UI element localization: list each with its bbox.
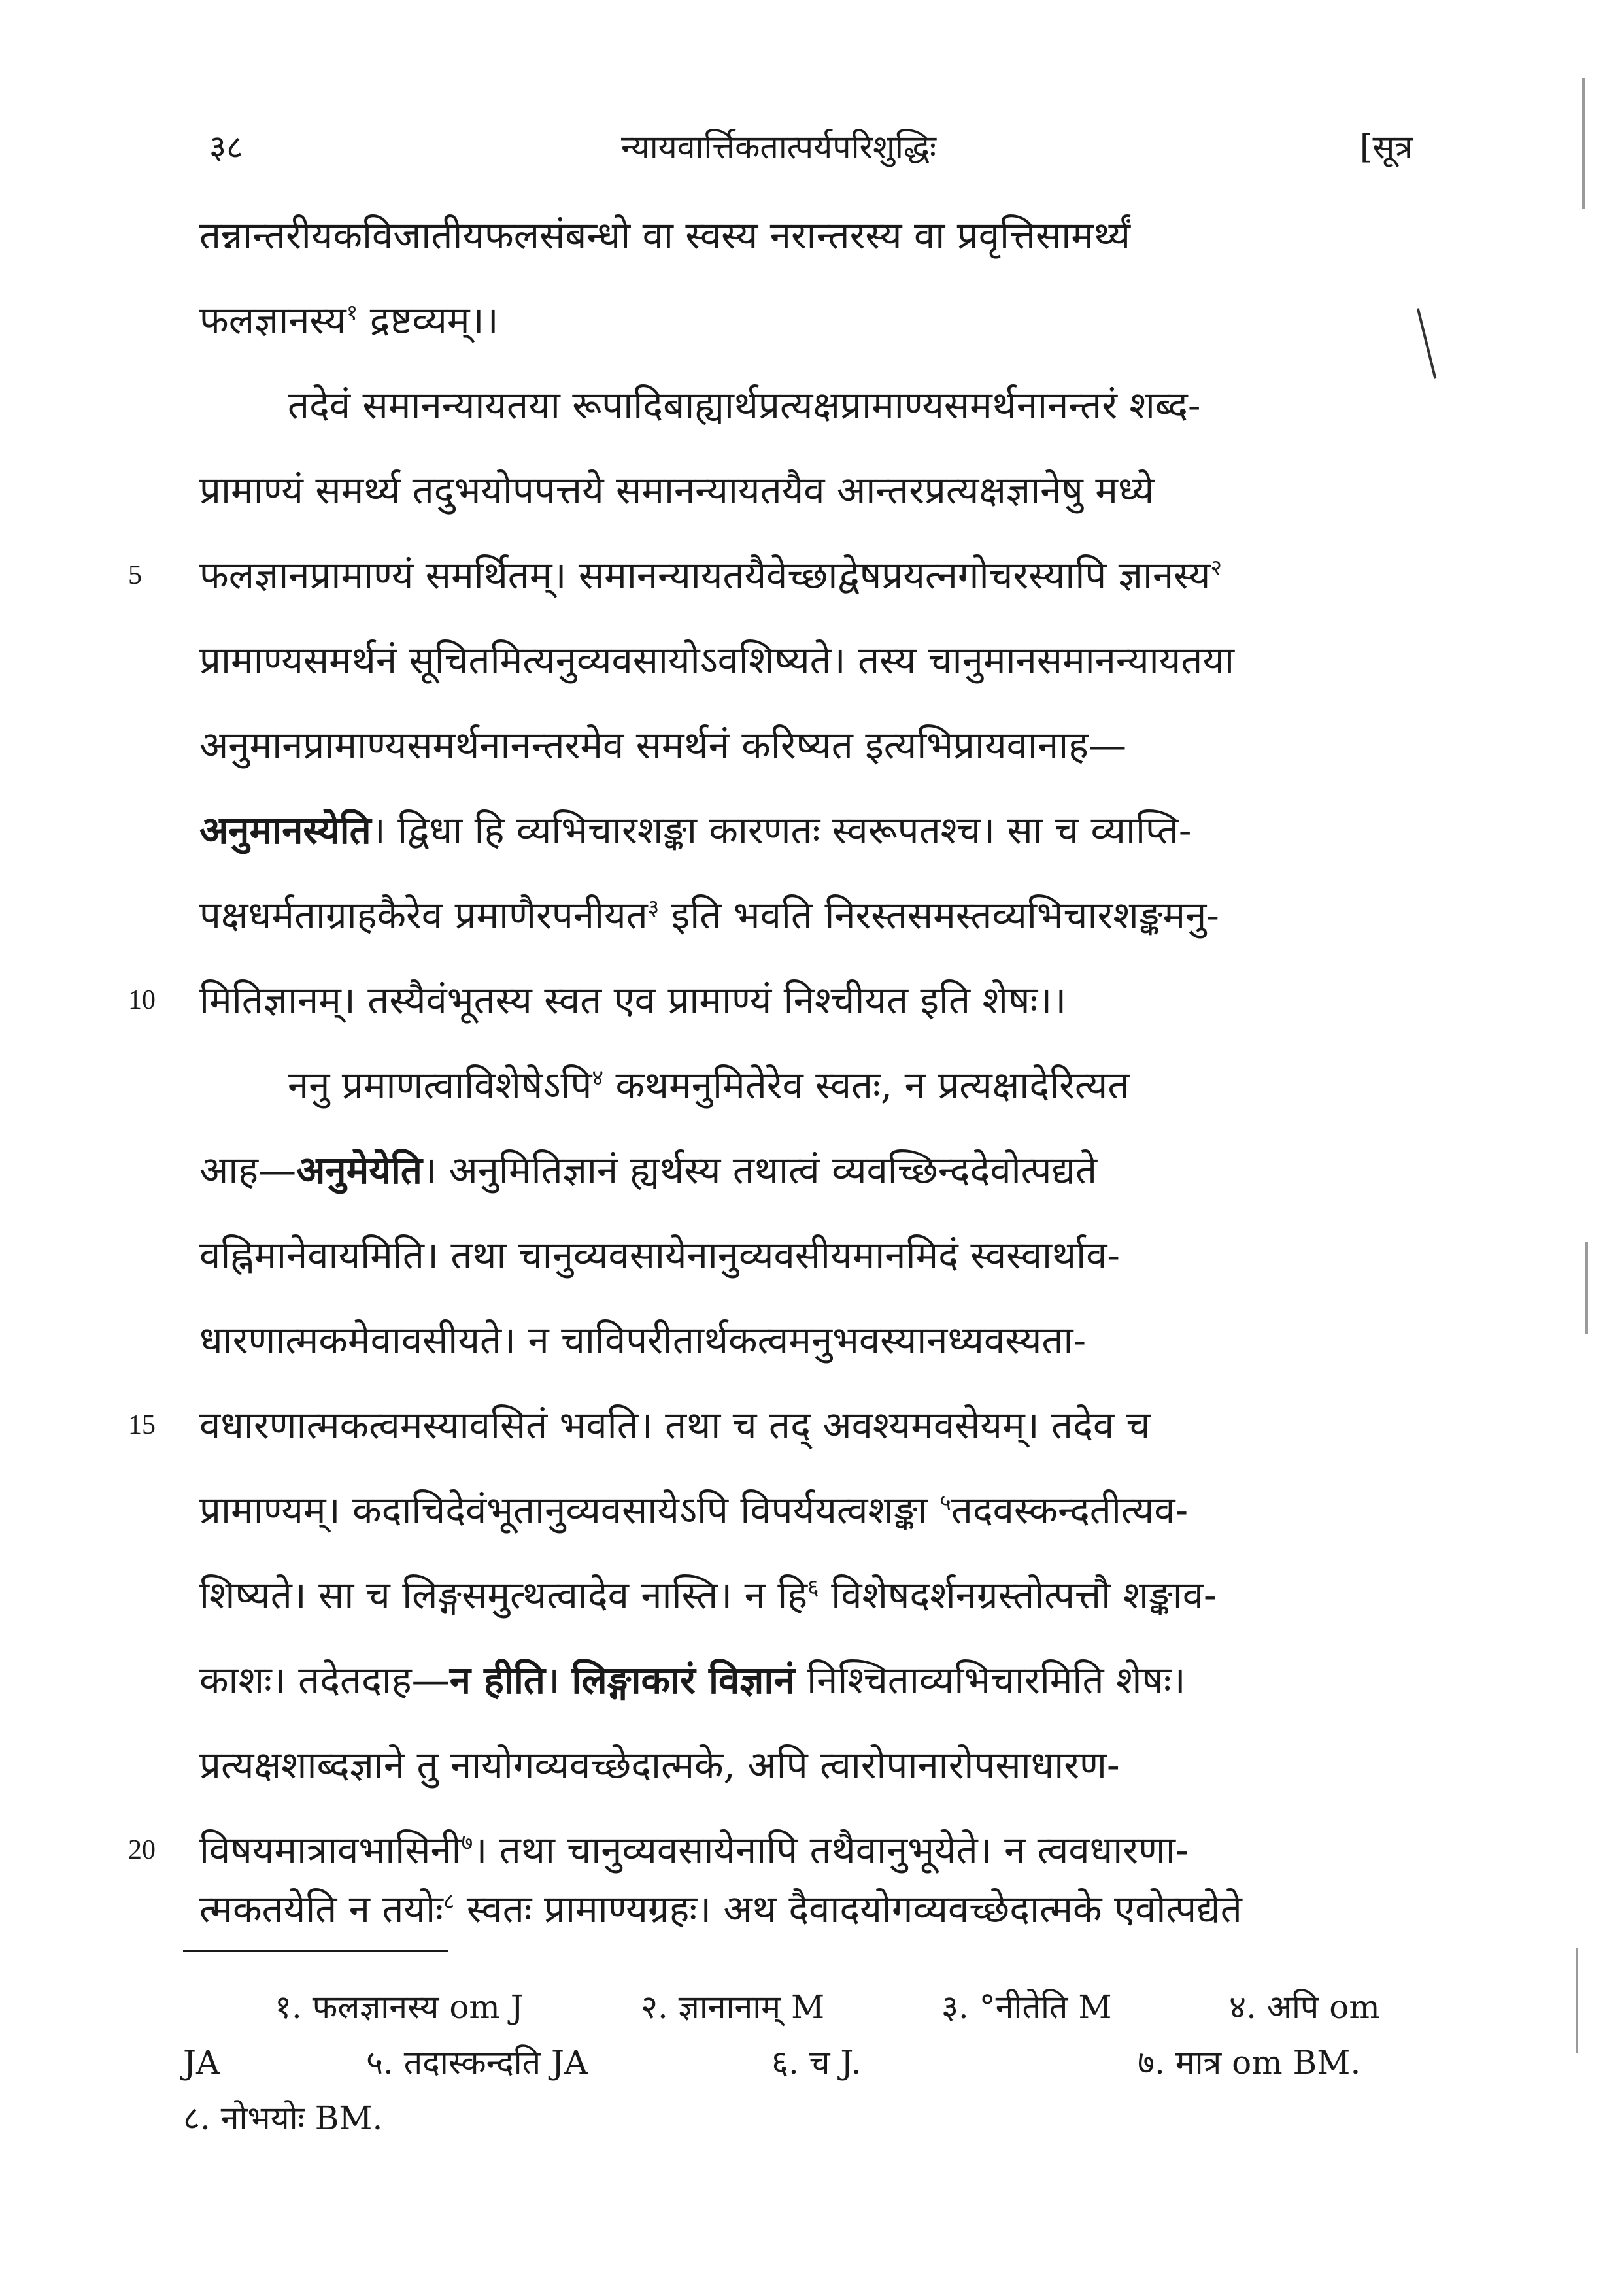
footnote-4-continued: JA: [183, 2044, 220, 2082]
text-segment: आह—: [199, 1148, 297, 1192]
bold-pratika: अनुमानस्येति: [199, 808, 371, 853]
text-segment: काशः। तदेतदाह—: [199, 1658, 450, 1702]
footnote-ref: ८: [443, 1888, 455, 1915]
text-line: [199, 876, 1442, 954]
running-title: न्यायवार्त्तिकतात्पर्यपरिशुद्धिः: [621, 128, 936, 166]
text-line: [199, 621, 1442, 700]
text-line: [199, 1471, 1442, 1549]
text-line: [199, 706, 1442, 785]
text-line: [199, 1726, 1442, 1804]
text-line: [199, 791, 1442, 869]
text-line: [199, 1641, 1442, 1719]
footnote-ref: १: [346, 299, 358, 326]
text-line: [199, 1870, 1442, 1948]
text-line: [199, 961, 1442, 1039]
text-segment: मितिज्ञानम्। तस्यैवंभूतस्य स्वत एव प्रामाण्यं निश्चीयत इति शेषः।।: [199, 978, 1067, 1022]
footnote-2: २. ज्ञानानाम् M: [641, 1988, 825, 2026]
footnote-5: ५. तदास्कन्दति JA: [366, 2044, 588, 2082]
text-segment: धारणात्मकमेवावसीयते। न चाविपरीतार्थकत्वमनुभवस्यानध्यवस्यता-: [199, 1318, 1087, 1362]
text-segment: । अनुमितिज्ञानं ह्यर्थस्य तथात्वं व्यवच्छिन्ददेवोत्पद्यते: [422, 1148, 1098, 1192]
text-segment: ।: [545, 1658, 572, 1702]
footnote-ref: ५: [939, 1489, 951, 1516]
footnote-ref: ३: [647, 894, 660, 921]
text-segment: विशेषदर्शनग्रस्तोत्पत्तौ शङ्काव-: [819, 1573, 1217, 1617]
footnote-ref: ७: [461, 1829, 473, 1856]
text-line: [199, 196, 1442, 275]
footnote-3: ३. °नीतेति M: [941, 1988, 1112, 2026]
bold-pratika: अनुमेयेति: [296, 1148, 422, 1192]
text-segment: इति भवति निरस्तसमस्तव्यभिचारशङ्कमनु-: [659, 893, 1219, 937]
text-line: [199, 1386, 1442, 1464]
text-segment: तदेवं समानन्यायतया रूपादिबाह्यार्थप्रत्यक्षप्रामाण्यसमर्थनानन्तरं शब्द-: [288, 383, 1201, 428]
text-segment: त्मकतयेति न तयोः: [199, 1887, 443, 1931]
text-segment: ननु प्रमाणत्वाविशेषेऽपि: [288, 1063, 592, 1107]
line-number: 5: [128, 560, 142, 590]
page-number: ३८: [209, 128, 243, 166]
text-segment: कथमनुमितेरेव स्वतः, न प्रत्यक्षादेरित्यत: [603, 1063, 1130, 1107]
line-number: 15: [128, 1410, 156, 1440]
text-line: [288, 1046, 1442, 1124]
footnote-rule: [183, 1950, 448, 1952]
text-segment: । द्विधा हि व्यभिचारशङ्का कारणतः स्वरूपतश्च। सा च व्याप्ति-: [371, 808, 1192, 853]
text-segment: प्रामाण्यसमर्थनं सूचितमित्यनुव्यवसायोऽवशिष्यते। तस्य चानुमानसमानन्यायतया: [199, 638, 1234, 683]
text-segment: स्वतः प्रामाण्यग्रहः। अथ दैवादयोगव्यवच्छेदात्मके एवोत्पद्येते: [454, 1887, 1242, 1931]
text-segment: फलज्ञानप्रामाण्यं समर्थितम्। समानन्यायतयैवेच्छाद्वेषप्रयत्नगोचरस्यापि ज्ञानस्य: [199, 553, 1211, 598]
text-segment: वधारणात्मकत्वमस्यावसितं भवति। तथा च तद् अवश्यमवसेयम्। तदेव च: [199, 1403, 1151, 1447]
text-segment: शिष्यते। सा च लिङ्गसमुत्थत्वादेव नास्ति। न हि: [199, 1573, 808, 1617]
text-segment: तन्नान्तरीयकविजातीयफलसंबन्धो वा स्वस्य नरान्तरस्य वा प्रवृत्तिसामर्थ्यं: [199, 213, 1130, 258]
text-segment: निश्चिताव्यभिचारमिति शेषः।: [794, 1658, 1186, 1702]
text-line: [199, 451, 1442, 530]
section-label: [सूत्र: [1360, 128, 1413, 166]
text-segment: तदवस्कन्दतीत्यव-: [951, 1488, 1189, 1532]
text-line: [199, 1556, 1442, 1634]
scan-edge-mark: [1576, 1948, 1578, 2053]
footnote-7: ७. मात्र om BM.: [1138, 2044, 1361, 2082]
footnote-ref: ४: [592, 1064, 604, 1091]
text-line: [288, 366, 1442, 445]
footnote-ref: ६: [807, 1574, 819, 1601]
text-segment: प्रत्यक्षशाब्दज्ञाने तु नायोगव्यवच्छेदात्मके, अपि त्वारोपानारोपसाधारण-: [199, 1743, 1120, 1787]
text-line: [199, 1301, 1442, 1379]
scan-edge-mark: [1582, 78, 1585, 209]
text-segment: प्रामाण्यम्। कदाचिदेवंभूतानुव्यवसायेऽपि विपर्ययत्वशङ्का: [199, 1488, 940, 1532]
text-line: [199, 536, 1442, 615]
scan-edge-mark: [1585, 1242, 1588, 1334]
footnote-ref: २: [1210, 554, 1223, 581]
text-segment: अनुमानप्रामाण्यसमर्थनानन्तरमेव समर्थनं करिष्यत इत्यभिप्रायवानाह—: [199, 723, 1126, 768]
text-line: [199, 1131, 1442, 1209]
text-segment: फलज्ञानस्य: [199, 298, 346, 343]
text-segment: द्रष्टव्यम्।।: [358, 298, 499, 343]
text-line: [199, 281, 1442, 360]
bold-pratika: लिङ्गाकारं विज्ञानं: [571, 1658, 795, 1702]
text-line: [199, 1216, 1442, 1294]
line-number: 10: [128, 985, 156, 1015]
text-segment: वह्निमानेवायमिति। तथा चानुव्यवसायेनानुव्यवसीयमानमिदं स्वस्वार्थाव-: [199, 1233, 1120, 1277]
text-segment: प्रामाण्यं समर्थ्य तदुभयोपपत्तये समानन्यायतयैव आन्तरप्रत्यक्षज्ञानेषु मध्ये: [199, 468, 1155, 513]
footnote-4: ४. अपि om: [1229, 1988, 1380, 2026]
bold-pratika: न हीति: [449, 1658, 545, 1702]
text-segment: पक्षधर्मताग्राहकैरेव प्रमाणैरपनीयत: [199, 893, 648, 937]
footnote-1: १. फलज्ञानस्य om J: [275, 1988, 524, 2026]
footnote-8: ८. नोभयोः BM.: [183, 2099, 383, 2137]
text-segment: विषयमात्रावभासिनी: [199, 1828, 462, 1872]
footnote-6: ६. च J.: [771, 2044, 862, 2082]
text-segment: । तथा चानुव्यवसायेनापि तथैवानुभूयेते। न त्ववधारणा-: [473, 1828, 1189, 1872]
line-number: 20: [128, 1835, 156, 1865]
